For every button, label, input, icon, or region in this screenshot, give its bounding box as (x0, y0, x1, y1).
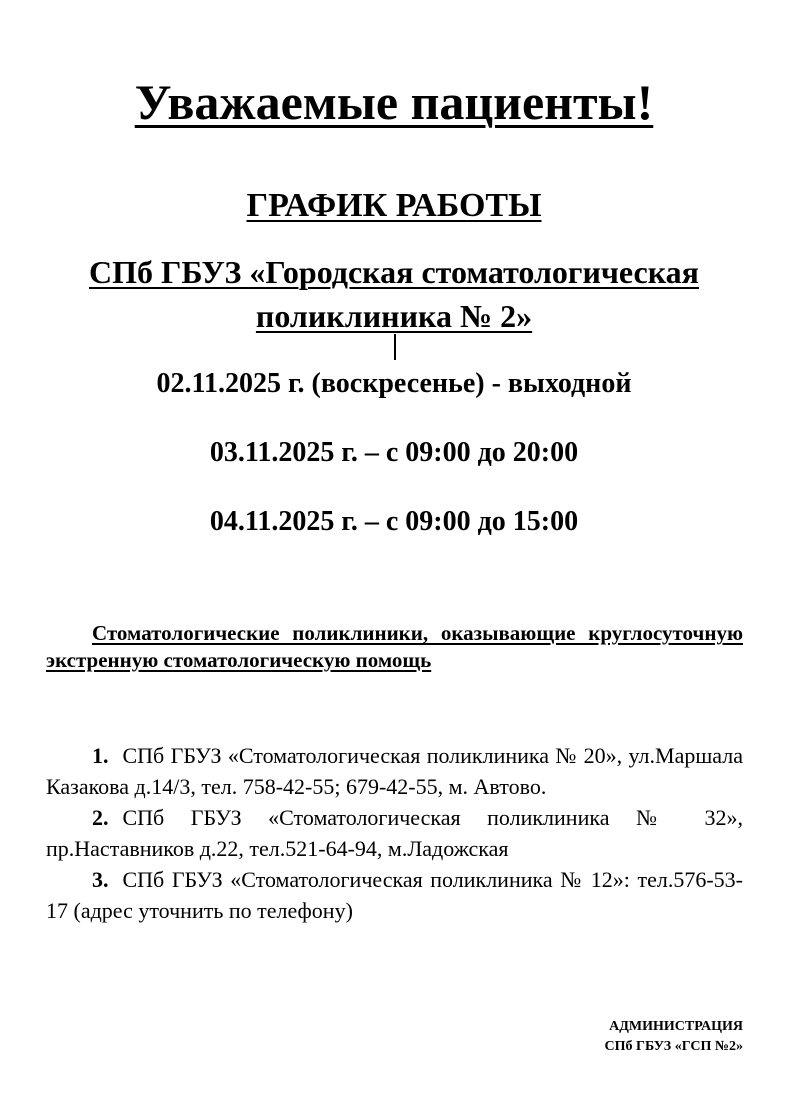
administration-label: АДМИНИСТРАЦИЯ (609, 1019, 743, 1034)
clinic-details: СПб ГБУЗ «Стоматологическая поликлиника № 32», пр.Наставников д.22, тел.521-64-94, м.Ладожская (46, 805, 743, 861)
schedule-line-nov-4: 04.11.2025 г. – с 09:00 до 15:00 (209, 506, 579, 537)
schedule-title (0, 184, 788, 228)
organization-name (30, 250, 758, 338)
clinic-number: 1. (92, 743, 109, 768)
clinic-details: СПб ГБУЗ «Стоматологическая поликлиника № 12»: тел.576-53-17 (адрес уточнить по телефону) (46, 867, 743, 923)
text-cursor (394, 334, 396, 360)
administration-org: СПб ГБУЗ «ГСП №2» (604, 1039, 743, 1054)
emergency-clinics-heading-text: Стоматологические поликлиники, оказывающие круглосуточную экстренную стоматологическую помощь (46, 621, 743, 672)
list-item (46, 740, 743, 802)
emergency-clinics-heading (46, 620, 743, 673)
clinic-number: 2. (92, 805, 109, 830)
greeting-heading (0, 72, 788, 132)
administration-signature (605, 1017, 743, 1057)
schedule-line-day-off: 02.11.2025 г. (воскресенье) - выходной (156, 368, 632, 399)
greeting-text: Уважаемые пациенты! (134, 74, 654, 130)
clinic-details: СПб ГБУЗ «Стоматологическая поликлиника № 20», ул.Маршала Казакова д.14/3, тел. 758-42-55; 679-42-55, м. Автово. (46, 743, 743, 799)
list-item (46, 802, 743, 864)
list-item (46, 864, 743, 926)
organization-name-text: СПб ГБУЗ «Городская стоматологическая поликлиника № 2» (89, 254, 699, 334)
schedule-line-nov-3: 03.11.2025 г. – с 09:00 до 20:00 (209, 437, 579, 468)
clinic-number: 3. (92, 867, 109, 892)
emergency-clinic-list (46, 740, 743, 926)
schedule-title-text: ГРАФИК РАБОТЫ (246, 187, 542, 224)
